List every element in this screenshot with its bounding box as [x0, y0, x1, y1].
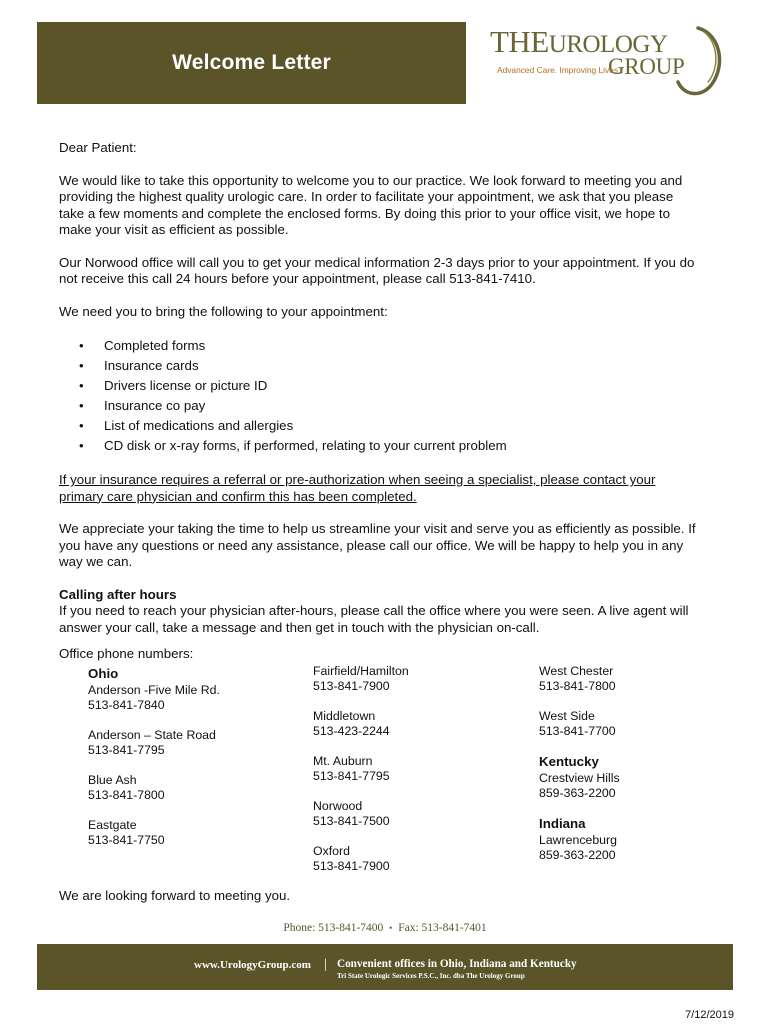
phone-number: Phone: 513-841-7400 [283, 922, 384, 934]
list-item-label: Insurance cards [104, 358, 199, 373]
office-phone: 513-841-7795 [88, 743, 165, 757]
page-title: Welcome Letter [172, 51, 331, 74]
phones-label: Office phone numbers: [59, 646, 194, 661]
bring-intro: We need you to bring the following to your appointment: [59, 303, 388, 319]
office-entry [313, 664, 409, 694]
offices-column-1 [88, 666, 220, 863]
list-item [59, 436, 699, 456]
footer-divider: | [324, 957, 327, 972]
office-name: Anderson – State Road [88, 728, 216, 742]
office-entry [88, 818, 220, 848]
bullet-icon: • [79, 438, 84, 453]
footer-banner [37, 944, 733, 990]
appreciation-paragraph: We appreciate your taking the time to help us streamline your visit and serve you as efficiently as possible. If you have any questions or need any assistance, please call our office. We will be happy to help you in any way we can. [59, 521, 696, 569]
office-entry [313, 754, 409, 784]
footer-legal-text: Tri State Urologic Services P.S.C., Inc. dba The Urology Group [337, 972, 525, 980]
salutation: Dear Patient: [59, 140, 137, 155]
logo-name: UROLOGY [548, 31, 668, 58]
office-phone: 513-841-7800 [88, 788, 165, 802]
state-heading-kentucky: Kentucky [539, 754, 599, 769]
call-info-paragraph: Our Norwood office will call you to get your medical information 2-3 days prior to your appointment. If you do not receive this call 24 hours before your appointment, please call 513-841-7410. [59, 254, 695, 286]
fax-number: Fax: 513-841-7401 [398, 922, 487, 934]
list-item [59, 336, 699, 356]
office-name: Middletown [313, 709, 376, 723]
state-heading-indiana: Indiana [539, 816, 586, 831]
bullet-icon: • [79, 358, 84, 373]
bullet-icon: • [79, 378, 84, 393]
after-hours-paragraph: If you need to reach your physician after-hours, please call the office where you were seen. A live agent will answer your call, take a message and then get in touch with the physician on-call. [59, 603, 689, 635]
office-name: Fairfield/Hamilton [313, 664, 409, 678]
office-phone: 513-841-7750 [88, 833, 165, 847]
closing-line: We are looking forward to meeting you. [59, 888, 291, 903]
list-item-label: Completed forms [104, 338, 206, 353]
office-phone: 513-841-7840 [88, 698, 165, 712]
bullet-icon: • [79, 398, 84, 413]
list-item [59, 376, 699, 396]
office-entry [313, 799, 409, 829]
after-hours-heading: Calling after hours [59, 586, 177, 602]
list-item-label: CD disk or x-ray forms, if performed, relating to your current problem [104, 438, 507, 453]
office-phone: 513-423-2244 [313, 724, 390, 738]
office-name: West Chester [539, 664, 614, 678]
website-link[interactable]: www.UrologyGroup.com [194, 959, 311, 971]
office-entry [539, 833, 620, 863]
referral-note: If your insurance requires a referral or pre-authorization when seeing a specialist, please contact your primary care physician and confirm this has been completed. [59, 472, 656, 504]
separator-dot: • [389, 923, 393, 933]
list-item-label: Drivers license or picture ID [104, 378, 268, 393]
list-item-label: Insurance co pay [104, 398, 206, 413]
list-item-label: List of medications and allergies [104, 418, 294, 433]
state-heading-ohio: Ohio [88, 666, 119, 681]
office-phone: 513-841-7795 [313, 769, 390, 783]
office-name: Mt. Auburn [313, 754, 373, 768]
bullet-icon: • [79, 418, 84, 433]
logo-tagline: Advanced Care. Improving Lives. [497, 65, 621, 75]
contact-line [0, 922, 770, 934]
office-entry [88, 773, 220, 803]
bullet-icon: • [79, 338, 84, 353]
list-item [59, 396, 699, 416]
intro-paragraph: We would like to take this opportunity to welcome you to our practice. We look forward to meeting you and providing the highest quality urologic care. In order to facilitate your appointment, we ask that you please take a few moments and complete the enclosed forms. By doing this prior to your office visit, we hope to make your visit as efficient as possible. [59, 172, 683, 237]
office-phone: 513-841-7500 [313, 814, 390, 828]
office-name: West Side [539, 709, 595, 723]
logo-the: THE [490, 24, 549, 59]
office-entry [88, 728, 220, 758]
office-name: Oxford [313, 844, 350, 858]
list-item [59, 356, 699, 376]
office-entry [539, 664, 620, 694]
office-name: Anderson -Five Mile Rd. [88, 683, 220, 697]
office-name: Norwood [313, 799, 363, 813]
office-phone: 513-841-7900 [313, 679, 390, 693]
logo-group: GROUP [608, 54, 685, 79]
office-entry [313, 844, 409, 874]
document-date: 7/12/2019 [685, 1009, 734, 1021]
offices-column-2 [313, 664, 409, 889]
header-banner [37, 22, 466, 104]
company-logo [490, 22, 740, 102]
office-name: Blue Ash [88, 773, 137, 787]
office-name: Crestview Hills [539, 771, 620, 785]
office-phone: 513-841-7900 [313, 859, 390, 873]
office-name: Eastgate [88, 818, 137, 832]
office-phone: 513-841-7800 [539, 679, 616, 693]
office-entry [88, 683, 220, 713]
offices-column-3 [539, 664, 620, 878]
bring-list [59, 336, 699, 456]
letter-body [59, 140, 699, 636]
office-phone: 513-841-7700 [539, 724, 616, 738]
office-entry [313, 709, 409, 739]
logo-swirl-icon [668, 24, 728, 102]
office-entry [539, 771, 620, 801]
office-name: Lawrenceburg [539, 833, 617, 847]
list-item [59, 416, 699, 436]
office-entry [539, 709, 620, 739]
footer-offices-text: Convenient offices in Ohio, Indiana and Kentucky [337, 958, 577, 970]
office-phone: 859-363-2200 [539, 786, 616, 800]
office-phone: 859-363-2200 [539, 848, 616, 862]
